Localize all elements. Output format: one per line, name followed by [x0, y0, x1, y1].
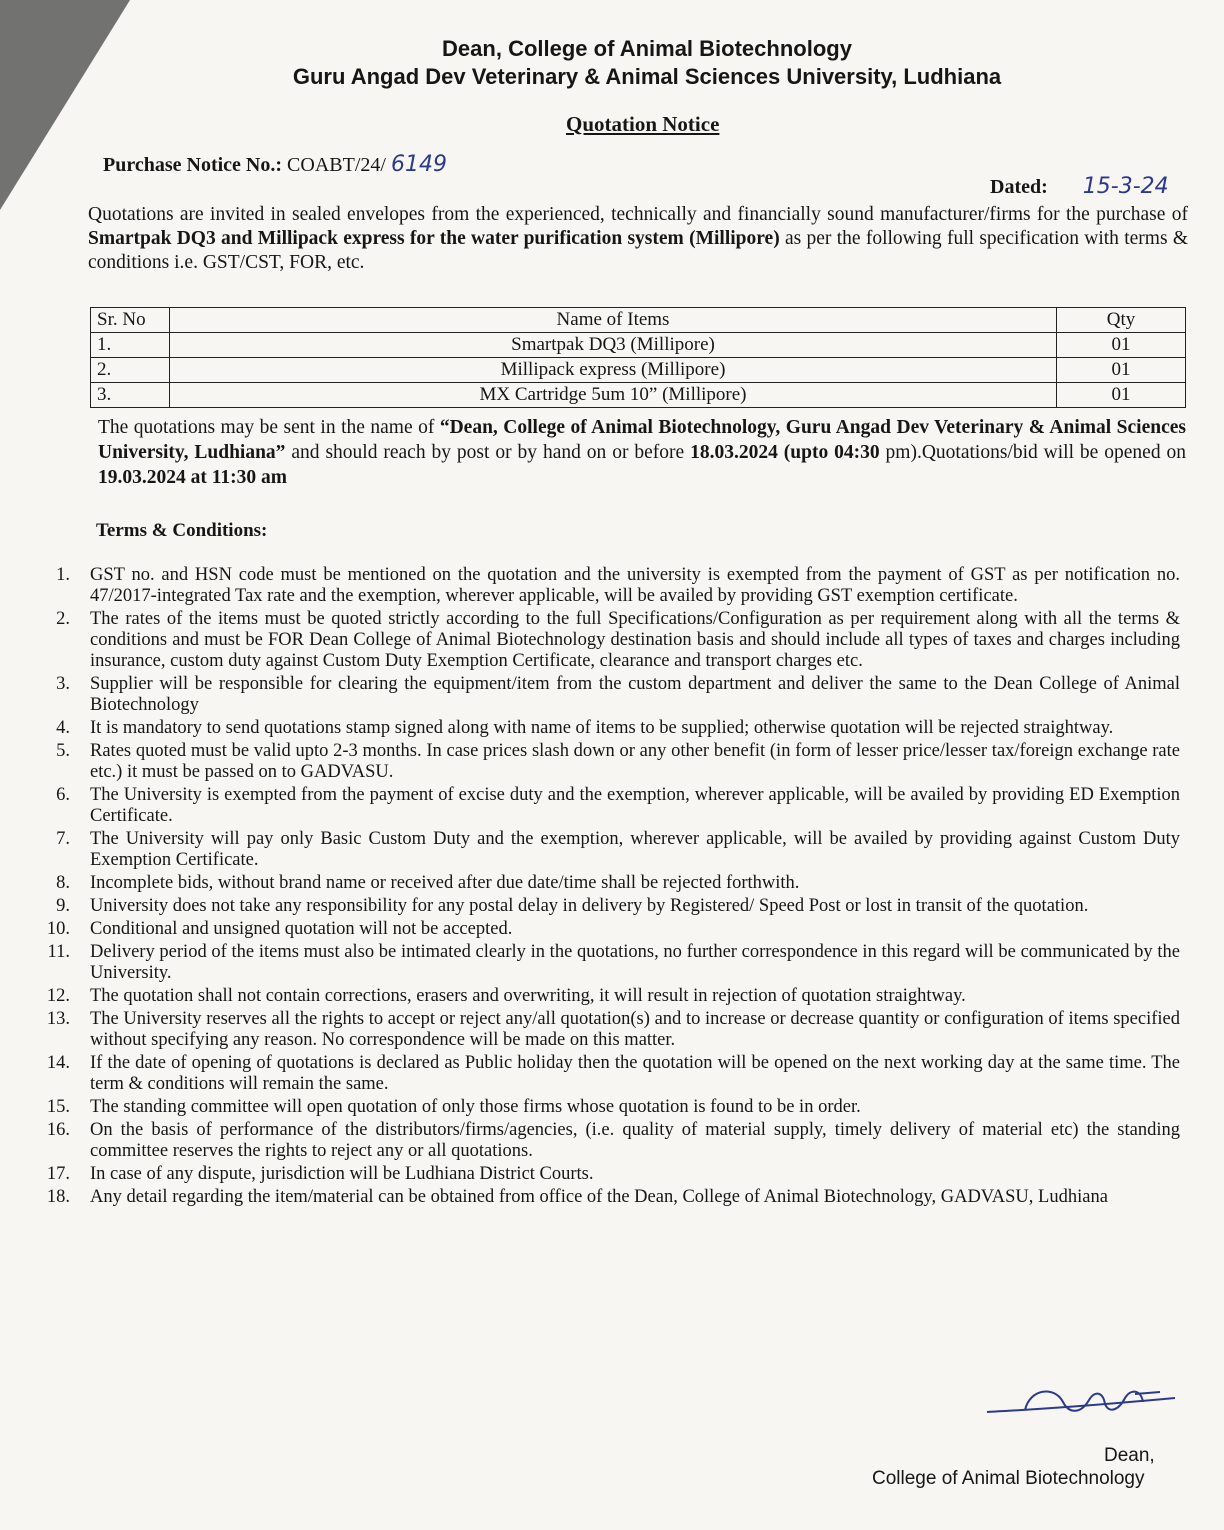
purchase-notice-number [103, 152, 447, 177]
term-number: 13. [46, 1009, 70, 1029]
list-item [30, 873, 1180, 894]
sendto-addressee: “Dean, College of Animal Biotechnology, Guru Angad Dev Veterinary & Animal Sciences University, Ludhiana” [98, 417, 1186, 463]
list-item [30, 1053, 1180, 1095]
row-sr-no: 2. [91, 358, 170, 383]
term-text: Any detail regarding the item/material can be obtained from office of the Dean, College of Animal Biotechnology, GADVASU, Ludhiana [90, 1187, 1108, 1207]
list-item [30, 741, 1180, 783]
signatory-office: College of Animal Biotechnology [872, 1468, 1145, 1489]
sendto-text-2: and should reach by post or by hand on or before [285, 442, 691, 463]
term-text: Supplier will be responsible for clearing the equipment/item from the custom department and deliver the same to the Dean College of Animal Biotechnology [90, 674, 1180, 715]
term-text: The University will pay only Basic Custom Duty and the exemption, wherever applicable, will be availed by providing against Custom Duty Exemption Certificate. [90, 829, 1180, 870]
row-qty: 01 [1057, 358, 1186, 383]
row-qty: 01 [1057, 383, 1186, 408]
row-sr-no: 3. [91, 383, 170, 408]
list-item [30, 609, 1180, 672]
term-number: 11. [47, 942, 70, 962]
intro-text-2: as per the following full specification with terms & conditions i.e. GST/CST, FOR, etc. [88, 228, 1188, 273]
list-item [30, 1097, 1180, 1118]
term-number: 7. [56, 829, 70, 849]
sendto-text-3: pm).Quotations/bid will be opened on [879, 442, 1186, 463]
intro-text-1: Quotations are invited in sealed envelopes from the experienced, technically and financially sound manufacturer/firms for the purchase of [88, 204, 1188, 225]
list-item [30, 919, 1180, 940]
table-header-row [91, 308, 1186, 333]
table-row [91, 333, 1186, 358]
row-qty: 01 [1057, 333, 1186, 358]
purchase-notice-handwritten-number: 6149 [390, 152, 447, 177]
term-number: 18. [46, 1187, 70, 1207]
dated-handwritten-value: 15-3-24 [1082, 174, 1169, 199]
handwritten-signature [985, 1380, 1180, 1430]
row-item-name: Smartpak DQ3 (Millipore) [170, 333, 1057, 358]
terms-list [30, 565, 1180, 1210]
folded-corner [0, 0, 130, 210]
list-item [30, 986, 1180, 1007]
list-item [30, 718, 1180, 739]
purchase-notice-label: Purchase Notice No.: [103, 154, 283, 176]
term-text: In case of any dispute, jurisdiction will be Ludhiana District Courts. [90, 1164, 594, 1184]
table-row [91, 383, 1186, 408]
intro-bold-items: Smartpak DQ3 and Millipack express for the water purification system (Millipore) [88, 228, 780, 249]
dated-label: Dated: [990, 176, 1048, 198]
list-item [30, 565, 1180, 607]
header-line-2: Guru Angad Dev Veterinary & Animal Sciences University, Ludhiana [292, 64, 1002, 89]
term-number: 2. [56, 609, 70, 629]
term-text: If the date of opening of quotations is declared as Public holiday then the quotation will be opened on the next working day at the same time. The term & conditions will remain the same. [90, 1053, 1180, 1094]
purchase-notice-prefix: COABT/24/ [287, 154, 386, 176]
list-item [30, 674, 1180, 716]
term-number: 8. [56, 873, 70, 893]
list-item [30, 942, 1180, 984]
signatory-title: Dean, [1104, 1445, 1155, 1466]
term-number: 3. [56, 674, 70, 694]
term-number: 15. [46, 1097, 70, 1117]
term-text: Conditional and unsigned quotation will not be accepted. [90, 919, 513, 939]
term-text: The quotation shall not contain corrections, erasers and overwriting, it will result in rejection of quotation straightway. [90, 986, 966, 1006]
list-item [30, 1120, 1180, 1162]
list-item [30, 1009, 1180, 1051]
term-text: University does not take any responsibility for any postal delay in delivery by Registered/ Speed Post or lost in transit of the quotation. [90, 896, 1089, 916]
term-text: Rates quoted must be valid upto 2-3 months. In case prices slash down or any other benefit (in form of lesser price/lesser tax/foreign exchange rate etc.) it must be passed on to GADVASU. [90, 741, 1180, 782]
header-sr-no: Sr. No [91, 308, 170, 333]
term-number: 4. [56, 718, 70, 738]
list-item [30, 1187, 1180, 1208]
terms-heading: Terms & Conditions: [96, 520, 268, 541]
term-text: The University reserves all the rights to accept or reject any/all quotation(s) and to increase or decrease quantity or configuration of items specified without specifying any reason. No correspondence will be made on this matter. [90, 1009, 1180, 1050]
list-item [30, 829, 1180, 871]
term-number: 6. [56, 785, 70, 805]
header-qty: Qty [1057, 308, 1186, 333]
term-text: The rates of the items must be quoted strictly according to the full Specifications/Configuration as per requirement along with all the terms & conditions and must be FOR Dean College of Animal Biotechnology destination basis and should include all types of taxes and charges including insurance, custom duty against Custom Duty Exemption Certificate, clearance and transport charges etc. [90, 609, 1180, 671]
list-item [30, 785, 1180, 827]
sendto-text-1: The quotations may be sent in the name of [98, 417, 440, 438]
term-text: On the basis of performance of the distributors/firms/agencies, (i.e. quality of material supply, timely delivery of material etc) the standing committee reserves the rights to reject any or all quotations. [90, 1120, 1180, 1161]
intro-paragraph [88, 203, 1188, 275]
submission-paragraph [98, 415, 1186, 490]
sendto-deadline-date: 18.03.2024 [690, 442, 778, 463]
term-text: The standing committee will open quotation of only those firms whose quotation is found to be in order. [90, 1097, 861, 1117]
term-text: The University is exempted from the payment of excise duty and the exemption, wherever applicable, will be availed by providing ED Exemption Certificate. [90, 785, 1180, 826]
term-number: 14. [46, 1053, 70, 1073]
list-item [30, 1164, 1180, 1185]
header-line-1: Dean, College of Animal Biotechnology [442, 36, 852, 61]
term-text: GST no. and HSN code must be mentioned on the quotation and the university is exempted from the payment of GST as per notification no. 47/2017-integrated Tax rate and the exemption, wherever applicable, will be availed by providing GST exemption certificate. [90, 565, 1180, 606]
term-number: 17. [46, 1164, 70, 1184]
items-table [90, 307, 1186, 408]
term-text: Incomplete bids, without brand name or received after due date/time shall be rejected forthwith. [90, 873, 800, 893]
notice-title: Quotation Notice [566, 112, 720, 136]
list-item [30, 896, 1180, 917]
term-number: 16. [46, 1120, 70, 1140]
dated [990, 174, 1169, 199]
sendto-opening-datetime: 19.03.2024 at 11:30 am [98, 467, 288, 488]
term-text: It is mandatory to send quotations stamp signed along with name of items to be supplied; otherwise quotation will be rejected straightway. [90, 718, 1114, 738]
sendto-deadline-time: (upto 04:30 [777, 442, 880, 463]
row-item-name: MX Cartridge 5um 10” (Millipore) [170, 383, 1057, 408]
row-item-name: Millipack express (Millipore) [170, 358, 1057, 383]
header-name-of-items: Name of Items [170, 308, 1057, 333]
term-number: 1. [56, 565, 70, 585]
term-text: Delivery period of the items must also be intimated clearly in the quotations, no further correspondence in this regard will be communicated by the University. [90, 942, 1180, 983]
term-number: 12. [46, 986, 70, 1006]
term-number: 9. [56, 896, 70, 916]
row-sr-no: 1. [91, 333, 170, 358]
term-number: 10. [46, 919, 70, 939]
table-row [91, 358, 1186, 383]
term-number: 5. [56, 741, 70, 761]
